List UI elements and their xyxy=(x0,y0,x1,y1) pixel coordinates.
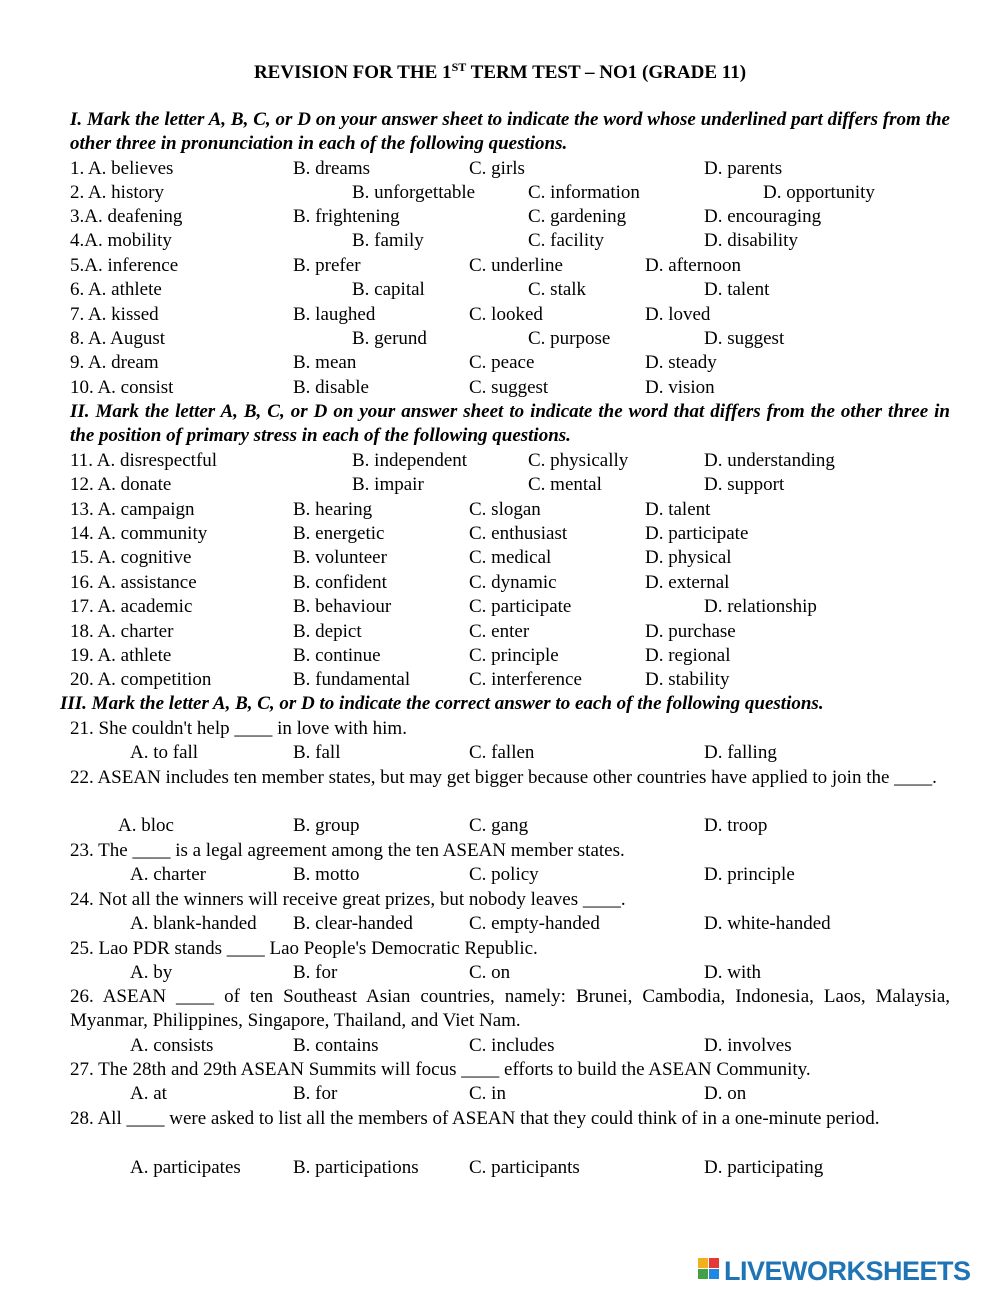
option-a: 15. A. cognitive xyxy=(70,547,192,568)
option-c: C. peace xyxy=(469,352,535,373)
option-a: 4.A. mobility xyxy=(70,230,172,251)
option-d: D. loved xyxy=(645,304,711,325)
answer-row xyxy=(0,961,1000,985)
option-c: C. in xyxy=(469,1083,506,1104)
option-d: D. involves xyxy=(704,1035,792,1056)
option-b: B. family xyxy=(352,230,424,251)
option-d: D. disability xyxy=(704,230,798,251)
answer-row xyxy=(0,351,1000,375)
answer-row xyxy=(0,912,1000,936)
option-b: B. dreams xyxy=(293,158,371,179)
option-b: B. for xyxy=(293,962,338,983)
answer-row xyxy=(0,181,1000,205)
option-c: C. includes xyxy=(469,1035,555,1056)
answer-row xyxy=(0,278,1000,302)
option-b: B. impair xyxy=(352,474,424,495)
answer-row xyxy=(0,1156,1000,1180)
option-b: B. depict xyxy=(293,621,362,642)
answer-row xyxy=(0,522,1000,546)
option-d: D. troop xyxy=(704,815,768,836)
option-b: B. hearing xyxy=(293,499,373,520)
answer-row xyxy=(0,473,1000,497)
option-d: D. afternoon xyxy=(645,255,742,276)
option-a: A. at xyxy=(130,1083,167,1104)
option-d: D. on xyxy=(704,1083,747,1104)
option-a: A. by xyxy=(130,962,173,983)
section-3-instruction: III. Mark the letter A, B, C, or D to indicate the correct answer to each of the following questions. xyxy=(60,693,824,714)
option-c: C. mental xyxy=(528,474,602,495)
answer-row xyxy=(0,620,1000,644)
option-d: D. with xyxy=(704,962,761,983)
option-a: 17. A. academic xyxy=(70,596,193,617)
option-b: B. fall xyxy=(293,742,341,763)
answer-row xyxy=(0,303,1000,327)
option-c: C. enter xyxy=(469,621,530,642)
answer-row xyxy=(0,863,1000,887)
option-b: B. confident xyxy=(293,572,387,593)
question-24: 24. Not all the winners will receive great prizes, but nobody leaves ____. xyxy=(70,889,626,910)
option-b: B. motto xyxy=(293,864,360,885)
option-b: B. fundamental xyxy=(293,669,411,690)
option-c: C. gardening xyxy=(528,206,627,227)
option-a: 3.A. deafening xyxy=(70,206,183,227)
answer-row xyxy=(0,741,1000,765)
option-d: D. participate xyxy=(645,523,749,544)
option-d: D. principle xyxy=(704,864,795,885)
option-d: D. vision xyxy=(645,377,715,398)
option-c: C. interference xyxy=(469,669,582,690)
option-a: 20. A. competition xyxy=(70,669,212,690)
answer-row xyxy=(0,254,1000,278)
option-d: D. regional xyxy=(645,645,731,666)
option-a: 13. A. campaign xyxy=(70,499,195,520)
option-b: B. participations xyxy=(293,1157,419,1178)
logo-grid-icon xyxy=(698,1258,720,1280)
section-1-instruction: I. Mark the letter A, B, C, or D on your answer sheet to indicate the word whose underlined part differs from the other three in pronunciation in each of the following questions. xyxy=(70,109,950,155)
option-c: C. participate xyxy=(469,596,572,617)
option-d: D. falling xyxy=(704,742,777,763)
option-b: B. behaviour xyxy=(293,596,392,617)
option-d: D. encouraging xyxy=(704,206,822,227)
option-d: D. understanding xyxy=(704,450,835,471)
answer-row xyxy=(0,668,1000,692)
answer-row xyxy=(0,1082,1000,1106)
option-c: C. dynamic xyxy=(469,572,557,593)
option-d: D. external xyxy=(645,572,730,593)
option-b: B. frightening xyxy=(293,206,400,227)
option-c: C. girls xyxy=(469,158,525,179)
question-27: 27. The 28th and 29th ASEAN Summits will focus ____ efforts to build the ASEAN Community. xyxy=(70,1059,811,1080)
answer-row xyxy=(0,376,1000,400)
option-b: B. capital xyxy=(352,279,425,300)
option-d: D. purchase xyxy=(645,621,736,642)
option-b: B. prefer xyxy=(293,255,361,276)
option-d: D. talent xyxy=(704,279,770,300)
question-28: 28. All ____ were asked to list all the members of ASEAN that they could think of in a one-minute period. xyxy=(70,1108,880,1129)
option-c: C. underline xyxy=(469,255,563,276)
option-c: C. stalk xyxy=(528,279,587,300)
option-a: A. blank-handed xyxy=(130,913,257,934)
option-b: B. volunteer xyxy=(293,547,387,568)
option-a: A. to fall xyxy=(130,742,199,763)
option-c: C. facility xyxy=(528,230,604,251)
option-a: 18. A. charter xyxy=(70,621,174,642)
option-a: 9. A. dream xyxy=(70,352,159,373)
option-c: C. physically xyxy=(528,450,629,471)
option-b: B. laughed xyxy=(293,304,376,325)
page-title: REVISION FOR THE 1ST TERM TEST – NO1 (GRADE 11) xyxy=(253,60,747,83)
option-a: 10. A. consist xyxy=(70,377,174,398)
option-a: 19. A. athlete xyxy=(70,645,172,666)
option-b: B. for xyxy=(293,1083,338,1104)
answer-row xyxy=(0,644,1000,668)
option-b: B. unforgettable xyxy=(352,182,476,203)
answer-row xyxy=(0,229,1000,253)
option-a: 11. A. disrespectful xyxy=(70,450,218,471)
option-c: C. medical xyxy=(469,547,552,568)
option-d: D. parents xyxy=(704,158,783,179)
option-c: C. policy xyxy=(469,864,539,885)
option-a: 5.A. inference xyxy=(70,255,179,276)
option-b: B. gerund xyxy=(352,328,427,349)
question-22: 22. ASEAN includes ten member states, but may get bigger because other countries have applied to join the ____. xyxy=(70,767,937,788)
option-a: A. bloc xyxy=(118,815,174,836)
option-c: C. slogan xyxy=(469,499,541,520)
answer-row xyxy=(0,498,1000,522)
section-2-instruction: II. Mark the letter A, B, C, or D on your answer sheet to indicate the word that differs from the other three in the position of primary stress in each of the following questions. xyxy=(70,401,950,447)
question-25: 25. Lao PDR stands ____ Lao People's Democratic Republic. xyxy=(70,938,538,959)
option-c: C. empty-handed xyxy=(469,913,600,934)
option-d: D. participating xyxy=(704,1157,824,1178)
option-d: D. support xyxy=(704,474,785,495)
option-d: D. relationship xyxy=(704,596,817,617)
option-d: D. white-handed xyxy=(704,913,831,934)
question-21: 21. She couldn't help ____ in love with him. xyxy=(70,718,407,739)
option-a: 16. A. assistance xyxy=(70,572,197,593)
option-a: 12. A. donate xyxy=(70,474,172,495)
option-c: C. suggest xyxy=(469,377,549,398)
option-b: B. energetic xyxy=(293,523,385,544)
answer-row xyxy=(0,571,1000,595)
option-b: B. continue xyxy=(293,645,381,666)
answer-row xyxy=(0,157,1000,181)
option-a: 14. A. community xyxy=(70,523,208,544)
option-c: C. information xyxy=(528,182,640,203)
option-c: C. on xyxy=(469,962,511,983)
option-d: D. talent xyxy=(645,499,711,520)
answer-row xyxy=(0,1034,1000,1058)
option-a: 7. A. kissed xyxy=(70,304,159,325)
answer-row xyxy=(0,546,1000,570)
question-23: 23. The ____ is a legal agreement among the ten ASEAN member states. xyxy=(70,840,625,861)
option-d: D. opportunity xyxy=(763,182,875,203)
option-b: B. contains xyxy=(293,1035,379,1056)
answer-row xyxy=(0,205,1000,229)
answer-row xyxy=(0,814,1000,838)
option-d: D. suggest xyxy=(704,328,785,349)
option-b: B. clear-handed xyxy=(293,913,413,934)
option-c: C. fallen xyxy=(469,742,535,763)
option-a: 6. A. athlete xyxy=(70,279,162,300)
option-a: A. participates xyxy=(130,1157,241,1178)
option-a: 1. A. believes xyxy=(70,158,174,179)
option-c: C. principle xyxy=(469,645,559,666)
question-26: 26. ASEAN ____ of ten Southeast Asian countries, namely: Brunei, Cambodia, Indonesia, Laos, Malaysia, Myanmar, Philippines, Singapore, Thailand, and Viet Nam. xyxy=(70,986,950,1032)
option-d: D. stability xyxy=(645,669,730,690)
answer-row xyxy=(0,595,1000,619)
option-a: A. charter xyxy=(130,864,206,885)
option-b: B. group xyxy=(293,815,360,836)
option-b: B. disable xyxy=(293,377,369,398)
option-a: A. consists xyxy=(130,1035,214,1056)
option-c: C. looked xyxy=(469,304,543,325)
option-c: C. purpose xyxy=(528,328,611,349)
option-c: C. enthusiast xyxy=(469,523,568,544)
option-c: C. gang xyxy=(469,815,529,836)
option-d: D. physical xyxy=(645,547,732,568)
logo-text: LIVEWORKSHEETS xyxy=(724,1256,971,1286)
option-b: B. independent xyxy=(352,450,468,471)
answer-row xyxy=(0,327,1000,351)
option-a: 8. A. August xyxy=(70,328,166,349)
option-a: 2. A. history xyxy=(70,182,164,203)
option-c: C. participants xyxy=(469,1157,580,1178)
option-b: B. mean xyxy=(293,352,357,373)
answer-row xyxy=(0,449,1000,473)
option-d: D. steady xyxy=(645,352,717,373)
